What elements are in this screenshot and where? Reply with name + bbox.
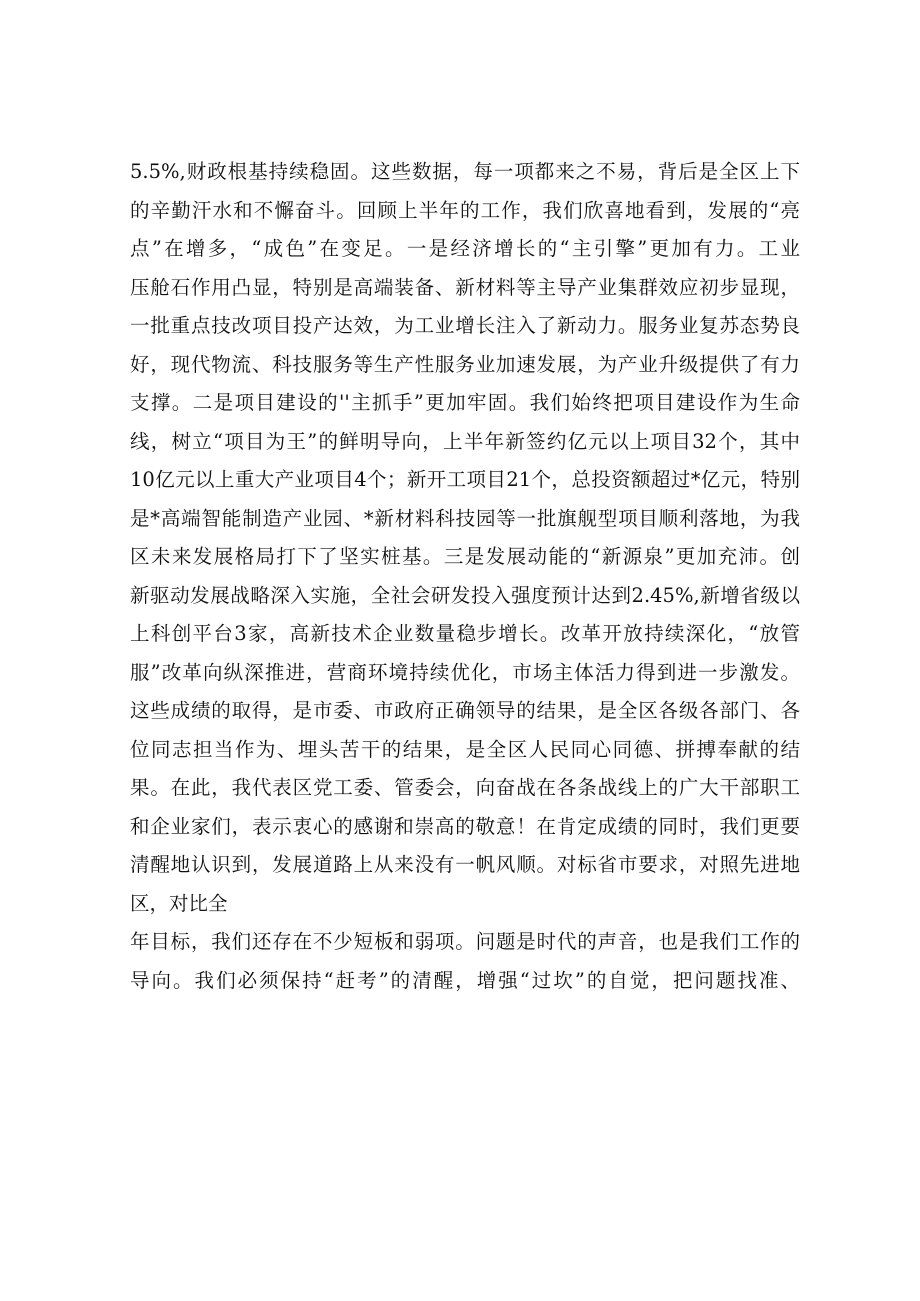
text-line: 线，树立“项目为王”的鲜明导向，上半年新签约亿元以上项目32个，其中 (130, 429, 800, 453)
text-line: 服”改革向纵深推进，营商环境持续优化，市场主体活力得到进一步激发。 (130, 660, 800, 684)
text-line: 新驱动发展战略深入实施，全社会研发投入强度预计达到2.45%,新增省级以 (130, 583, 800, 607)
text-line: 的辛勤汗水和不懈奋斗。回顾上半年的工作，我们欣喜地看到，发展的“亮 (130, 198, 800, 222)
text-line: 上科创平台3家，高新技术企业数量稳步增长。改革开放持续深化，“放管 (130, 622, 800, 645)
text-line: 是*高端智能制造产业园、*新材料科技园等一批旗舰型项目顺利落地，为我 (130, 506, 800, 530)
text-line: 导向。我们必须保持“赶考”的清醒，增强“过坎”的自觉，把问题找准、 (130, 968, 800, 992)
text-line: 位同志担当作为、埋头苦干的结果，是全区人民同心同德、拼搏奉献的结 (130, 737, 800, 761)
text-line: 好，现代物流、科技服务等生产性服务业加速发展，为产业升级提供了有力 (130, 352, 800, 376)
text-line: 一批重点技改项目投产达效，为工业增长注入了新动力。服务业复苏态势良 (130, 314, 800, 337)
text-line: 和企业家们，表示衷心的感谢和崇高的敬意！在肯定成绩的同时，我们更要 (130, 814, 800, 838)
text-line: 点”在增多，“成色”在变足。一是经济增长的“主引擎”更加有力。工业 (130, 237, 800, 260)
text-line: 年目标，我们还存在不少短板和弱项。问题是时代的声音，也是我们工作的 (130, 930, 800, 953)
body-text (130, 153, 800, 1000)
text-line: 这些成绩的取得，是市委、市政府正确领导的结果，是全区各级各部门、各 (130, 699, 800, 722)
text-line: 清醒地认识到，发展道路上从来没有一帆风顺。对标省市要求，对照先进地 (130, 853, 800, 876)
text-line: 区，对比全 (130, 891, 228, 915)
text-line: 区未来发展格局打下了坚实桩基。三是发展动能的“新源泉”更加充沛。创 (130, 545, 800, 568)
text-line: 压舱石作用凸显，特别是高端装备、新材料等主导产业集群效应初步显现， (130, 275, 800, 299)
text-line: 5.5%,财政根基持续稳固。这些数据，每一项都来之不易，背后是全区上下 (130, 160, 800, 183)
text-line: 果。在此，我代表区党工委、管委会，向奋战在各条战线上的广大干部职工 (130, 776, 800, 799)
text-line: 10亿元以上重大产业项目4个；新开工项目21个，总投资额超过*亿元，特别 (130, 468, 800, 491)
text-line: 支撑。二是项目建设的''主抓手”更加牢固。我们始终把项目建设作为生命 (130, 391, 800, 414)
